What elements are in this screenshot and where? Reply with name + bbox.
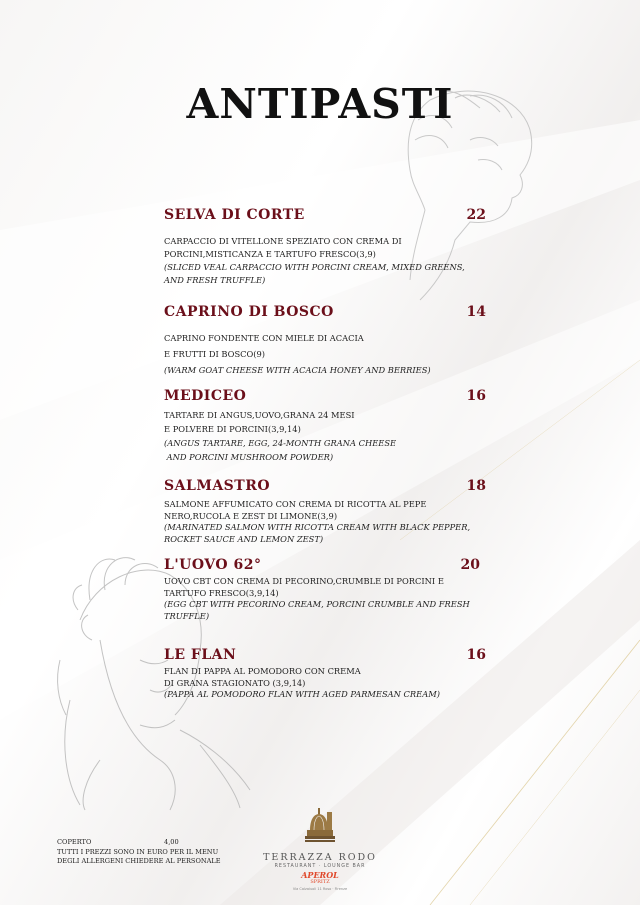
dish-translation: TRUFFLE) <box>164 610 210 621</box>
menu-item <box>164 207 486 287</box>
page-title: ANTIPASTI <box>186 80 454 128</box>
dish-price: 14 <box>466 304 486 320</box>
restaurant-logo <box>250 808 390 903</box>
dish-description: CARPACCIO DI VITELLONE SPEZIATO CON CREMA DI <box>164 236 402 246</box>
coperto-label: COPERTO <box>57 838 92 846</box>
dish-description: TARTARE DI ANGUS,UOVO,GRANA 24 MESI <box>164 410 355 420</box>
menu-item <box>164 388 486 464</box>
footer-note: DEGLI ALLERGENI CHIEDERE AL PERSONALE <box>57 857 221 865</box>
dish-translation: (WARM GOAT CHEESE WITH ACACIA HONEY AND BERRIES) <box>164 365 431 375</box>
aperol-logo: APEROL <box>301 870 339 880</box>
dish-description: E POLVERE DI PORCINI(3,9,14) <box>164 424 301 434</box>
dish-price: 16 <box>466 647 486 663</box>
dish-name: SELVA DI CORTE <box>164 207 305 223</box>
menu-item <box>164 304 486 378</box>
dish-description: TARTUFO FRESCO(3,9,14) <box>164 587 279 598</box>
footer-notes <box>57 838 221 867</box>
dish-description: SALMONE AFFUMICATO CON CREMA DI RICOTTA AL PEPE <box>164 499 427 509</box>
brand-name: TERRAZZA RODO <box>263 852 377 863</box>
dish-translation: ROCKET SAUCE AND LEMON ZEST) <box>164 533 324 544</box>
dish-description: FLAN DI PAPPA AL POMODORO CON CREMA <box>164 666 361 676</box>
menu-item <box>164 478 486 545</box>
dish-name: SALMASTRO <box>164 478 271 494</box>
dish-price: 20 <box>460 557 480 573</box>
brand-subtitle: RESTAURANT · LOUNGE BAR <box>274 864 366 869</box>
dish-price: 16 <box>466 388 486 404</box>
menu-item <box>164 647 486 701</box>
dish-description: E FRUTTI DI BOSCO(9) <box>164 349 266 359</box>
dish-translation: AND FRESH TRUFFLE) <box>164 275 266 285</box>
dish-translation: (SLICED VEAL CARPACCIO WITH PORCINI CREAM, MIXED GREENS, <box>164 262 465 272</box>
dish-translation: (MARINATED SALMON WITH RICOTTA CREAM WITH BLACK PEPPER, <box>164 522 471 532</box>
dish-name: MEDICEO <box>164 388 247 404</box>
dish-name: L'UOVO 62° <box>164 557 262 573</box>
dish-translation: (ANGUS TARTARE, EGG, 24-MONTH GRANA CHEESE <box>164 438 397 448</box>
dish-translation: AND PORCINI MUSHROOM POWDER) <box>164 452 334 462</box>
dish-translation: (PAPPA AL POMODORO FLAN WITH AGED PARMESAN CREAM) <box>164 689 440 699</box>
dish-description: CAPRINO FONDENTE CON MIELE DI ACACIA <box>164 333 364 343</box>
dish-description: UOVO CBT CON CREMA DI PECORINO,CRUMBLE DI PORCINI E <box>164 576 444 586</box>
coperto-price: 4,00 <box>164 838 179 846</box>
dish-price: 22 <box>466 207 486 223</box>
dish-name: LE FLAN <box>164 647 237 663</box>
dome-icon <box>305 808 335 846</box>
address: Via Calzaiuoli 11 Roso · Firenze <box>292 887 348 891</box>
dish-description: NERO,RUCOLA E ZEST DI LIMONE(3,9) <box>164 510 338 521</box>
dish-description: PORCINI,MISTICANZA E TARTUFO FRESCO(3,9) <box>164 249 376 259</box>
dish-translation: (EGG CBT WITH PECORINO CREAM, PORCINI CRUMBLE AND FRESH <box>164 599 470 609</box>
dish-description: DI GRANA STAGIONATO (3,9,14) <box>164 677 306 688</box>
dish-name: CAPRINO DI BOSCO <box>164 304 334 320</box>
menu-item <box>164 557 486 622</box>
footer-note: TUTTI I PREZZI SONO IN EURO PER IL MENU <box>57 847 219 856</box>
dish-price: 18 <box>466 478 486 494</box>
aperol-subtitle: SPRITZ <box>310 879 330 885</box>
